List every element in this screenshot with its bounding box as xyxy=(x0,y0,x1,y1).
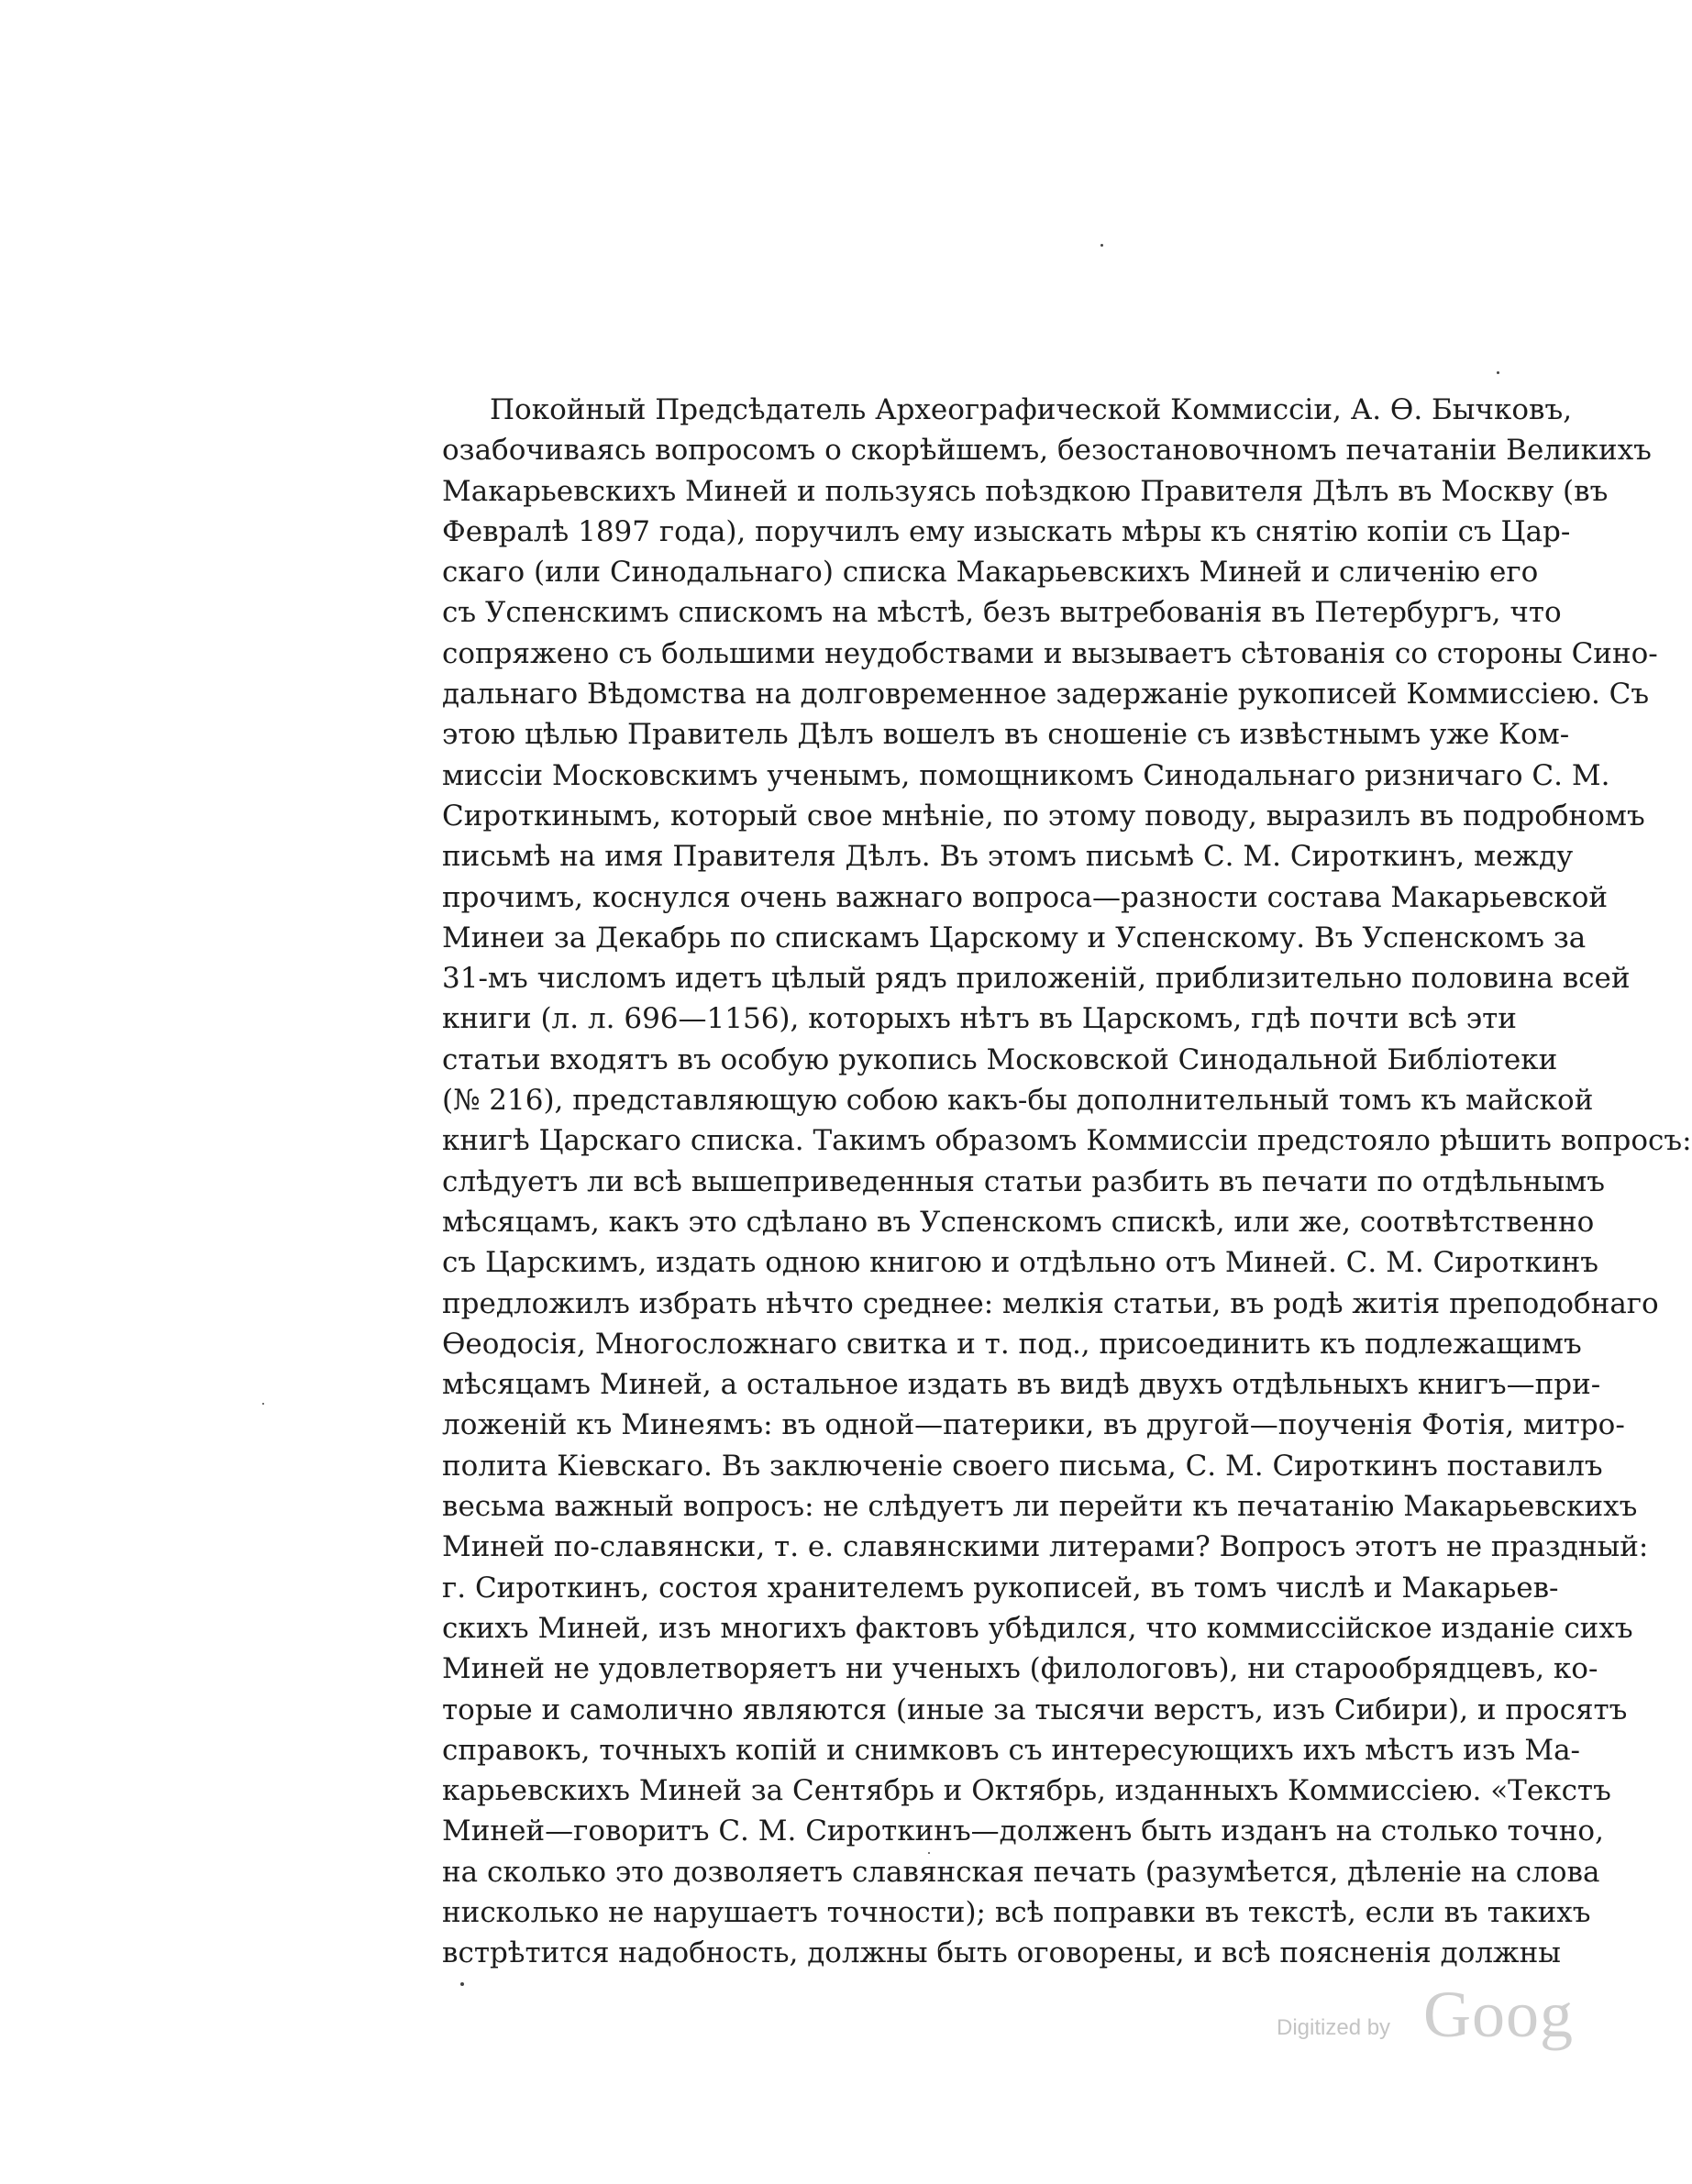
text-line: дальнаго Вѣдомства на долговременное задержаніе рукописей Коммиссіею. Съ xyxy=(442,678,1650,711)
text-line: г. Сироткинъ, состоя хранителемъ рукописей, въ томъ числѣ и Макарьев- xyxy=(442,1571,1559,1605)
text-line: полита Кіевскаго. Въ заключеніе своего письма, С. М. Сироткинъ поставилъ xyxy=(442,1449,1603,1483)
text-line: нисколько не нарушаетъ точности); всѣ поправки въ текстѣ, если въ такихъ xyxy=(442,1895,1591,1929)
text-line: (№ 216), представляющую собою какъ-бы дополнительный томъ къ майской xyxy=(442,1084,1594,1118)
text-line: Миней—говоритъ С. М. Сироткинъ—долженъ быть изданъ на столько точно, xyxy=(442,1814,1604,1848)
text-line: слѣдуетъ ли всѣ вышеприведенныя статьи разбить въ печати по отдѣльнымъ xyxy=(442,1164,1605,1198)
text-line: Минеи за Декабрь по спискамъ Царскому и Успенскому. Въ Успенскомъ за xyxy=(442,921,1587,954)
text-line: карьевскихъ Миней за Сентябрь и Октябрь, изданныхъ Коммиссіею. «Текстъ xyxy=(442,1774,1611,1808)
text-line: 31-мъ числомъ идетъ цѣлый рядъ приложеній, приблизительно половина всей xyxy=(442,962,1631,996)
scan-speck xyxy=(928,1852,930,1854)
text-line: книгѣ Царскаго списка. Такимъ образомъ Коммиссіи предстояло рѣшить вопросъ: xyxy=(442,1124,1692,1158)
text-line: Покойный Предсѣдатель Археографической Коммиссіи, А. Ѳ. Бычковъ, xyxy=(490,393,1573,426)
text-line: сопряжено съ большими неудобствами и вызываетъ сѣтованія со стороны Сино- xyxy=(442,636,1658,670)
text-line: скаго (или Синодальнаго) списка Макарьевскихъ Миней и сличенію его xyxy=(442,556,1539,590)
watermark-logo-text: Goog xyxy=(1423,1978,1574,2051)
text-line: статьи входятъ въ особую рукопись Московской Синодальной Библіотеки xyxy=(442,1042,1558,1076)
text-line: Миней не удовлетворяетъ ни ученыхъ (филологовъ), ни старообрядцевъ, ко- xyxy=(442,1652,1598,1686)
text-line: на сколько это дозволяетъ славянская печать (разумѣется, дѣленіе на слова xyxy=(442,1855,1600,1889)
scan-speck xyxy=(460,1982,464,1986)
text-line: съ Успенскимъ спискомъ на мѣстѣ, безъ вытребованія въ Петербургъ, что xyxy=(442,596,1562,630)
scan-speck xyxy=(1100,244,1103,247)
body-text xyxy=(442,390,1692,1974)
text-line: миссіи Московскимъ ученымъ, помощникомъ Синодальнаго ризничаго С. М. xyxy=(442,758,1610,792)
scan-speck xyxy=(1497,371,1499,374)
text-line: Сироткинымъ, который свое мнѣніе, по этому поводу, выразилъ въ подробномъ xyxy=(442,799,1645,833)
text-line: весьма важный вопросъ: не слѣдуетъ ли перейти къ печатанію Макарьевскихъ xyxy=(442,1490,1638,1524)
text-line: Макарьевскихъ Миней и пользуясь поѣздкою Правителя Дѣлъ въ Москву (въ xyxy=(442,474,1609,508)
text-line: встрѣтится надобность, должны быть оговорены, и всѣ поясненія должны xyxy=(442,1936,1561,1970)
text-line: письмѣ на имя Правителя Дѣлъ. Въ этомъ письмѣ С. М. Сироткинъ, между xyxy=(442,840,1574,874)
text-line: мѣсяцамъ Миней, а остальное издать въ видѣ двухъ отдѣльныхъ книгъ—при- xyxy=(442,1368,1601,1402)
text-line: ложеній къ Минеямъ: въ одной—патерики, въ другой—поученія Фотія, митро- xyxy=(442,1408,1625,1442)
text-line: Миней по-славянски, т. е. славянскими литерами? Вопросъ этотъ не праздный: xyxy=(442,1530,1649,1564)
text-line: Февралѣ 1897 года), поручилъ ему изыскать мѣры къ снятію копіи съ Цар- xyxy=(442,514,1571,548)
text-line: предложилъ избрать нѣчто среднее: мелкія статьи, въ родѣ житія преподобнаго xyxy=(442,1286,1659,1320)
text-line: мѣсяцамъ, какъ это сдѣлано въ Успенскомъ спискѣ, или же, соотвѣтственно xyxy=(442,1205,1595,1239)
text-line: съ Царскимъ, издать одною книгою и отдѣльно отъ Миней. С. М. Сироткинъ xyxy=(442,1246,1598,1280)
text-line: озабочиваясь вопросомъ о скорѣйшемъ, безостановочномъ печатаніи Великихъ xyxy=(442,434,1652,468)
text-line: книги (л. л. 696—1156), которыхъ нѣтъ въ Царскомъ, гдѣ почти всѣ эти xyxy=(442,1002,1517,1036)
text-line: скихъ Миней, изъ многихъ фактовъ убѣдился, что коммиссійское изданіе сихъ xyxy=(442,1611,1633,1645)
scan-speck xyxy=(262,1403,264,1405)
watermark-caption: Digitized by xyxy=(1277,2015,1391,2040)
text-line: торые и самолично являются (иные за тысячи верстъ, изъ Сибири), и просятъ xyxy=(442,1693,1628,1726)
text-line: прочимъ, коснулся очень важнаго вопроса—разности состава Макарьевской xyxy=(442,880,1609,914)
digitized-by-google-watermark xyxy=(1277,1969,1607,2052)
text-line: Ѳеодосія, Многосложнаго свитка и т. под., присоединить къ подлежащимъ xyxy=(442,1327,1582,1361)
text-line: этою цѣлью Правитель Дѣлъ вошелъ въ сношеніе съ извѣстнымъ уже Ком- xyxy=(442,718,1570,752)
text-line: справокъ, точныхъ копій и снимковъ съ интересующихъ ихъ мѣстъ изъ Ма- xyxy=(442,1733,1581,1767)
